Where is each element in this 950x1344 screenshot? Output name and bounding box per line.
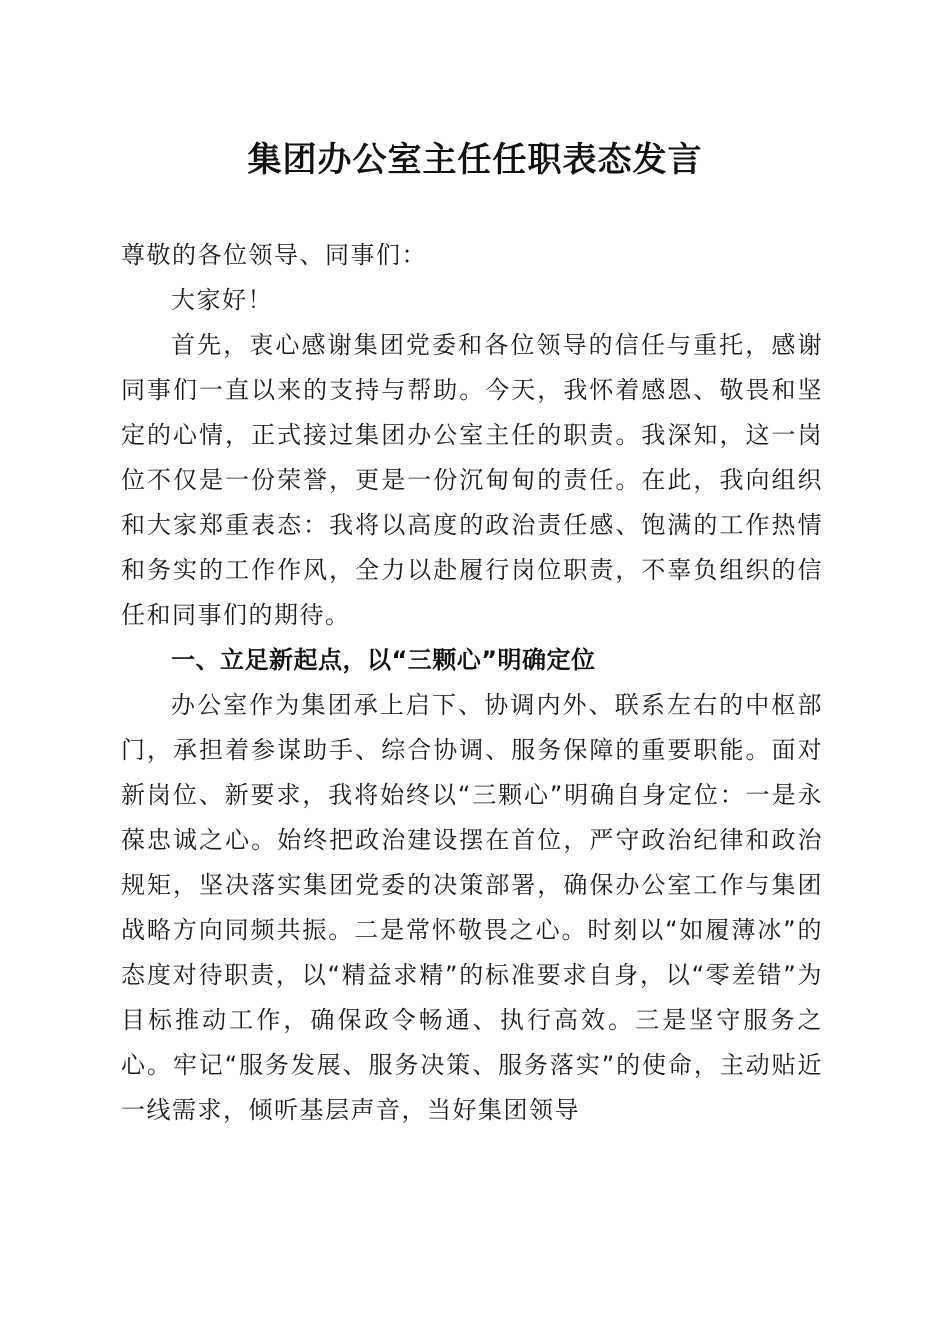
- document-title: 集团办公室主任任职表态发言: [247, 140, 703, 180]
- paragraph-opening: 首先，衷心感谢集团党委和各位领导的信任与重托，感谢同事们一直以来的支持与帮助。今天，我怀着感恩、敬畏和坚定的心情，正式接过集团办公室主任的职责。我深知，这一岗位不仅是一份荣誉，更是一份沉甸甸的责任。在此，我向组织和大家郑重表态：我将以高度的政治责任感、饱满的工作热情和务实的工作作风，全力以赴履行岗位职责，不辜负组织的信任和同事们的期待。: [121, 331, 823, 629]
- document-body: [121, 233, 823, 1133]
- paragraph-section-1: 办公室作为集团承上启下、协调内外、联系左右的中枢部门，承担着参谋助手、综合协调、服务保障的重要职能。面对新岗位、新要求，我将始终以“三颗心”明确自身定位：一是永葆忠诚之心。始终把政治建设摆在首位，严守政治纪律和政治规矩，坚决落实集团党委的决策部署，确保办公室工作与集团战略方向同频共振。二是常怀敬畏之心。时刻以“如履薄冰”的态度对待职责，以“精益求精”的标准要求自身，以“零差错”为目标推动工作，确保政令畅通、执行高效。三是坚守服务之心。牢记“服务发展、服务决策、服务落实”的使命，主动贴近一线需求，倾听基层声音，当好集团领导: [121, 691, 823, 1124]
- greeting: 大家好！: [171, 286, 273, 314]
- salutation: 尊敬的各位领导、同事们：: [121, 241, 427, 269]
- section-heading-1: 一、立足新起点，以“三颗心”明确定位: [171, 646, 596, 674]
